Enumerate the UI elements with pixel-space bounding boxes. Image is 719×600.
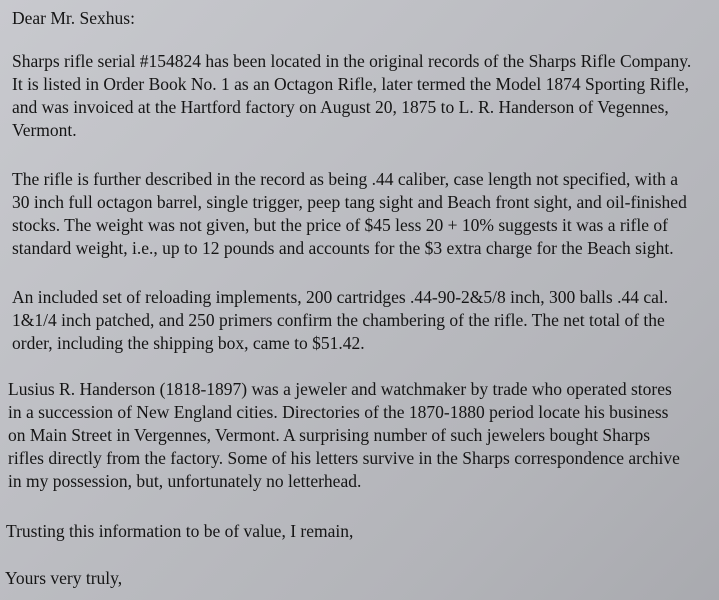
paragraph-3-line-1: An included set of reloading implements, 200 cartridges .44-90-2&5/8 inch, 300 balls .44 cal. [12,287,669,307]
paragraph-2-line-3: stocks. The weight was not given, but the price of $45 less 20 + 10% suggests it was a rifle of [12,215,668,235]
paragraph-3-line-2: 1&1/4 inch patched, and 250 primers confirm the chambering of the rifle. The net total of the [12,310,665,330]
paragraph-4-line-3: on Main Street in Vergennes, Vermont. A surprising number of such jewelers bought Sharps [8,425,651,445]
closing: Yours very truly, [5,568,123,588]
paragraph-4-line-1: Lusius R. Handerson (1818-1897) was a jeweler and watchmaker by trade who operated stores [8,379,672,399]
paragraph-1-line-2: It is listed in Order Book No. 1 as an Octagon Rifle, later termed the Model 1874 Sporting Rifle, [12,74,690,94]
paragraph-5: Trusting this information to be of value, I remain, [6,521,354,541]
paragraph-1-line-1: Sharps rifle serial #154824 has been located in the original records of the Sharps Rifle Company. [12,51,692,71]
paragraph-2-line-2: 30 inch full octagon barrel, single trigger, peep tang sight and Beach front sight, and oil-finished [12,192,687,212]
paragraph-1-line-4: Vermont. [12,120,77,140]
salutation: Dear Mr. Sexhus: [12,8,135,28]
paragraph-3-line-3: order, including the shipping box, came to $51.42. [12,333,365,353]
paragraph-4-line-2: in a succession of New England cities. Directories of the 1870-1880 period locate his business [8,402,669,422]
paragraph-1-line-3: and was invoiced at the Hartford factory on August 20, 1875 to L. R. Handerson of Vegennes, [12,97,669,117]
paragraph-4-line-5: in my possession, but, unfortunately no letterhead. [8,471,362,491]
paragraph-2-line-4: standard weight, i.e., up to 12 pounds and accounts for the $3 extra charge for the Beach sight. [12,238,674,258]
paragraph-4-line-4: rifles directly from the factory. Some of his letters survive in the Sharps correspondence archive [8,448,680,468]
paragraph-2-line-1: The rifle is further described in the record as being .44 caliber, case length not specified, with a [12,169,678,189]
